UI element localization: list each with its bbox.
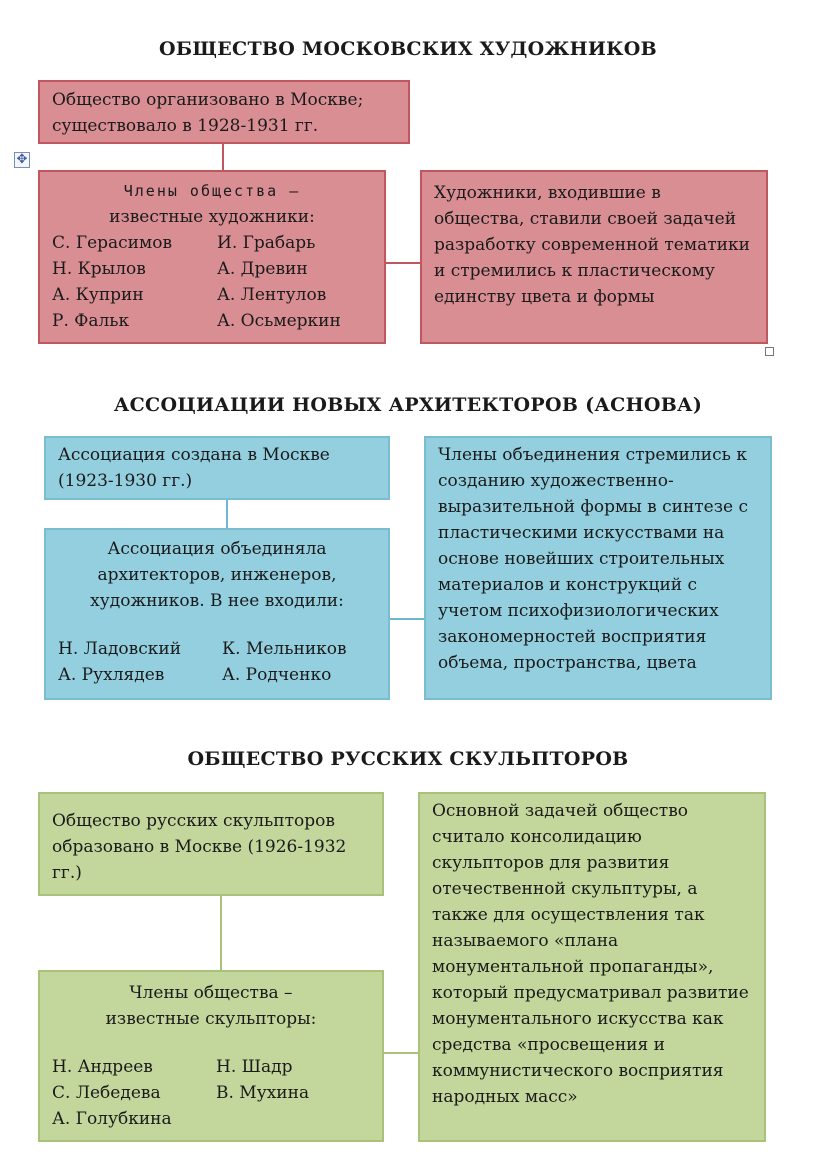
member-name: С. Герасимов <box>52 233 173 253</box>
section1-goal-box: Художники, входившие в общества, ставили своей задачей разработку современной тематики и стремились к пластическому единству цвета и формы <box>420 170 768 344</box>
section3-members-box <box>38 970 384 1142</box>
member-name: А. Лентулов <box>217 285 327 305</box>
section3-goal-box: Основной задачей общество считало консолидацию скульпторов для развития отечественной скульптуры, а также для осуществления так называемого «плана монументальной пропаганды», который предусматривал развитие монументального искусства как средства «просвещения и коммунистического восприятия народных масс» <box>418 792 766 1142</box>
member-name: Н. Крылов <box>52 259 146 279</box>
member-name: Н. Шадр <box>216 1057 293 1077</box>
section2-goal-box: Члены объединения стремились к созданию художественно-выразительной формы в синтезе с пластическими искусствами на основе новейших строительных материалов и конструкций с учетом психофизиологических закономерностей восприятия объема, пространства, цвета <box>424 436 772 700</box>
section2-founding-box: Ассоциация создана в Москве (1923-1930 гг.) <box>44 436 390 500</box>
member-name: Р. Фальк <box>52 311 130 331</box>
members-heading: Члены общества – <box>123 182 301 200</box>
section1-members-box <box>38 170 386 344</box>
move-handle-icon[interactable]: ✥ <box>14 152 30 168</box>
member-name: А. Куприн <box>52 285 144 305</box>
resize-handle-icon[interactable] <box>765 347 774 356</box>
member-name: А. Древин <box>217 259 308 279</box>
members-list <box>58 636 376 688</box>
connector-line <box>222 144 224 170</box>
section3-founding-box: Общество русских скульпторов образовано в Москве (1926-1932 гг.) <box>38 792 384 896</box>
member-name: С. Лебедева <box>52 1083 161 1103</box>
member-name: А. Рухлядев <box>58 665 165 685</box>
connector-line <box>220 896 222 970</box>
section1-title: ОБЩЕСТВО МОСКОВСКИХ ХУДОЖНИКОВ <box>159 38 657 60</box>
section2-title: АССОЦИАЦИИ НОВЫХ АРХИТЕКТОРОВ (АСНОВА) <box>113 394 703 416</box>
section2-members-box <box>44 528 390 700</box>
section1-founding-box: Общество организовано в Москве; существовало в 1928-1931 гг. <box>38 80 410 144</box>
section3-title: ОБЩЕСТВО РУССКИХ СКУЛЬПТОРОВ <box>187 748 629 770</box>
member-name: Н. Андреев <box>52 1057 153 1077</box>
members-heading: известные художники: <box>109 207 315 227</box>
members-list <box>52 1054 370 1132</box>
members-heading: известные скульпторы: <box>105 1009 317 1029</box>
members-heading: Ассоциация объединяла архитекторов, инженеров, художников. В нее входили: <box>90 539 344 611</box>
member-name: К. Мельников <box>222 639 347 659</box>
connector-arrow <box>390 618 424 620</box>
member-name: А. Родченко <box>222 665 332 685</box>
connector-line <box>226 500 228 528</box>
member-name <box>216 1106 370 1132</box>
connector-arrow <box>384 1052 418 1054</box>
member-name: Н. Ладовский <box>58 639 182 659</box>
members-heading: Члены общества – <box>129 983 293 1003</box>
connector-arrow <box>386 262 420 264</box>
member-name: А. Голубкина <box>52 1109 172 1129</box>
members-list <box>52 230 372 334</box>
member-name: И. Грабарь <box>217 233 316 253</box>
member-name: А. Осьмеркин <box>217 311 341 331</box>
member-name: В. Мухина <box>216 1083 310 1103</box>
